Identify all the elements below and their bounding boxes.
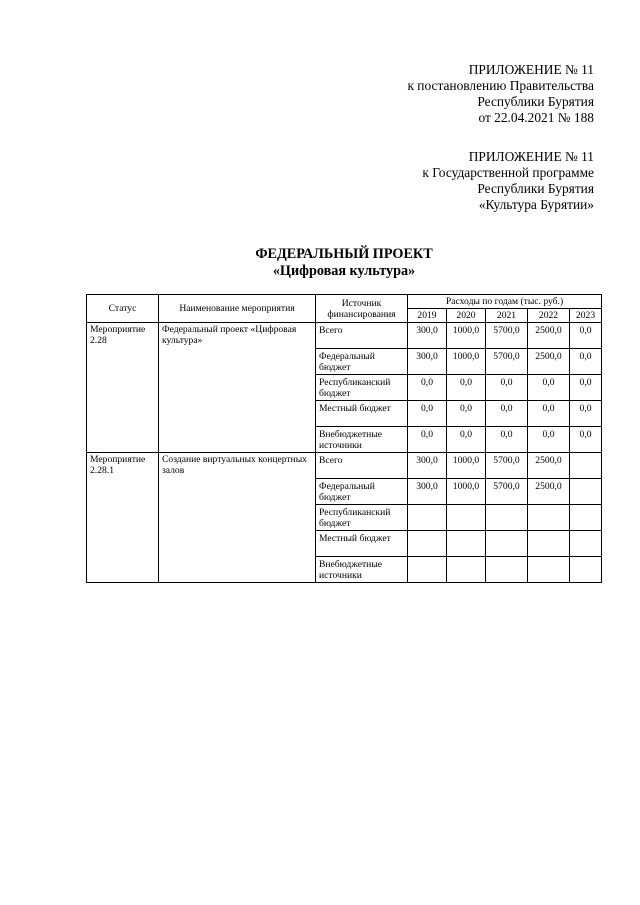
- value-cell: [570, 531, 602, 557]
- header-year: 2019: [408, 309, 447, 323]
- header-status: Статус: [87, 295, 159, 323]
- source-cell: Всего: [316, 453, 408, 479]
- value-cell: [408, 531, 447, 557]
- value-cell: [570, 453, 602, 479]
- source-cell: Федеральный бюджет: [316, 349, 408, 375]
- appendix-date-number: от 22.04.2021 № 188: [478, 110, 594, 125]
- value-cell: 2500,0: [528, 453, 570, 479]
- source-cell: Внебюджетные источники: [316, 557, 408, 583]
- document-title-line: ФЕДЕРАЛЬНЫЙ ПРОЕКТ: [255, 246, 433, 262]
- value-cell: 1000,0: [447, 349, 486, 375]
- header-expenses: Расходы по годам (тыс. руб.): [408, 295, 602, 309]
- header-year: 2020: [447, 309, 486, 323]
- value-cell: 300,0: [408, 453, 447, 479]
- value-cell: 300,0: [408, 479, 447, 505]
- appendix-line: к постановлению Правительства: [407, 78, 594, 93]
- value-cell: 0,0: [486, 375, 528, 401]
- value-cell: [486, 505, 528, 531]
- value-cell: [447, 505, 486, 531]
- document-title: [0, 246, 640, 280]
- value-cell: [486, 531, 528, 557]
- value-cell: [408, 505, 447, 531]
- value-cell: [447, 557, 486, 583]
- source-cell: Местный бюджет: [316, 401, 408, 427]
- value-cell: 5700,0: [486, 479, 528, 505]
- document-subtitle-line: «Цифровая культура»: [272, 263, 416, 279]
- value-cell: [447, 531, 486, 557]
- value-cell: [570, 505, 602, 531]
- value-cell: 1000,0: [447, 323, 486, 349]
- value-cell: [570, 557, 602, 583]
- value-cell: 0,0: [528, 401, 570, 427]
- appendix-title: ПРИЛОЖЕНИЕ № 11: [468, 149, 594, 164]
- source-cell: Местный бюджет: [316, 531, 408, 557]
- appendix-block-program: [422, 149, 594, 213]
- appendix-program-name: «Культура Бурятии»: [478, 197, 594, 212]
- value-cell: 0,0: [570, 375, 602, 401]
- header-year: 2023: [570, 309, 602, 323]
- appendix-line: Республики Бурятия: [477, 181, 594, 196]
- value-cell: 0,0: [447, 427, 486, 453]
- value-cell: [528, 557, 570, 583]
- expenses-table: [86, 294, 602, 583]
- source-cell: Республиканский бюджет: [316, 505, 408, 531]
- value-cell: 0,0: [486, 401, 528, 427]
- value-cell: 300,0: [408, 349, 447, 375]
- value-cell: 1000,0: [447, 479, 486, 505]
- source-cell: Внебюджетные источники: [316, 427, 408, 453]
- activity-name-cell: Федеральный проект «Цифровая культура»: [159, 323, 316, 453]
- appendix-block-resolution: [407, 62, 594, 126]
- value-cell: 0,0: [570, 349, 602, 375]
- table-row: [87, 323, 602, 349]
- status-cell: Мероприятие 2.28: [87, 323, 159, 453]
- value-cell: [408, 557, 447, 583]
- appendix-title: ПРИЛОЖЕНИЕ № 11: [468, 62, 594, 77]
- value-cell: 0,0: [528, 427, 570, 453]
- activity-name-cell: Создание виртуальных концертных залов: [159, 453, 316, 583]
- value-cell: [528, 531, 570, 557]
- status-cell: Мероприятие 2.28.1: [87, 453, 159, 583]
- appendix-line: Республики Бурятия: [477, 94, 594, 109]
- value-cell: 0,0: [408, 427, 447, 453]
- value-cell: [570, 479, 602, 505]
- value-cell: 0,0: [570, 323, 602, 349]
- value-cell: 1000,0: [447, 453, 486, 479]
- value-cell: 5700,0: [486, 349, 528, 375]
- value-cell: 5700,0: [486, 453, 528, 479]
- value-cell: 0,0: [408, 375, 447, 401]
- value-cell: 0,0: [570, 401, 602, 427]
- source-cell: Республиканский бюджет: [316, 375, 408, 401]
- source-cell: Всего: [316, 323, 408, 349]
- value-cell: 2500,0: [528, 349, 570, 375]
- value-cell: 0,0: [570, 427, 602, 453]
- value-cell: 0,0: [486, 427, 528, 453]
- header-source: Источник финансирования: [316, 295, 408, 323]
- value-cell: 300,0: [408, 323, 447, 349]
- value-cell: 0,0: [447, 401, 486, 427]
- value-cell: 2500,0: [528, 479, 570, 505]
- value-cell: 2500,0: [528, 323, 570, 349]
- value-cell: 5700,0: [486, 323, 528, 349]
- header-year: 2022: [528, 309, 570, 323]
- header-year: 2021: [486, 309, 528, 323]
- value-cell: 0,0: [408, 401, 447, 427]
- value-cell: 0,0: [447, 375, 486, 401]
- value-cell: 0,0: [528, 375, 570, 401]
- value-cell: [528, 505, 570, 531]
- appendix-line: к Государственной программе: [422, 165, 594, 180]
- header-name: Наименование мероприятия: [159, 295, 316, 323]
- table-row: [87, 453, 602, 479]
- source-cell: Федеральный бюджет: [316, 479, 408, 505]
- value-cell: [486, 557, 528, 583]
